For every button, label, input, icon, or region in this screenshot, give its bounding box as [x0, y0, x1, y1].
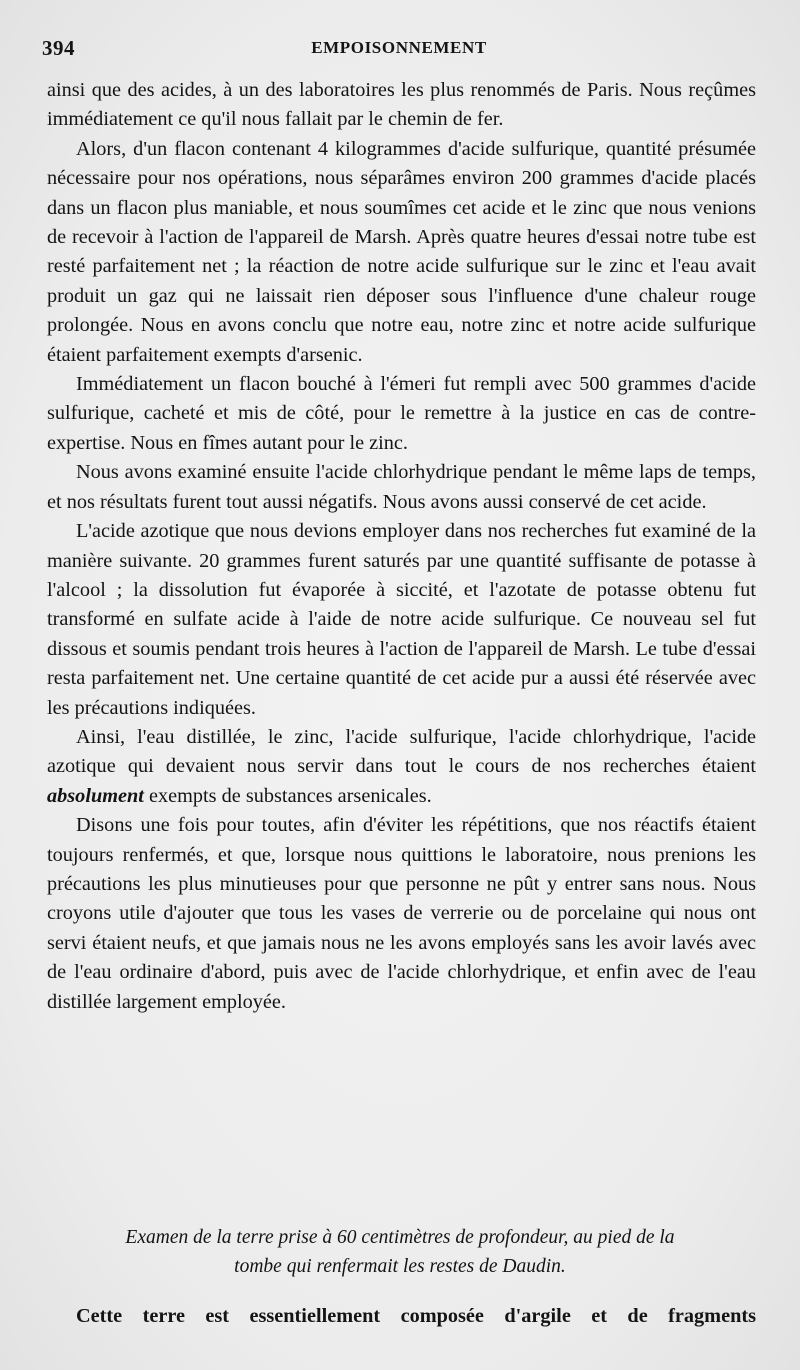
paragraph: ainsi que des acides, à un des laboratoires les plus renommés de Paris. Nous reçûmes immédiatement ce qu'il nous fallait par le chemin de fer.	[47, 79, 756, 131]
running-head: EMPOISONNEMENT	[311, 38, 487, 57]
emphasized-word: absolument	[47, 784, 144, 807]
section-title-line: tombe qui renfermait les restes de Daudin.	[234, 1256, 566, 1277]
paragraph: Disons une fois pour toutes, afin d'éviter les répétitions, que nos réactifs étaient toujours renfermés, et que, lorsque nous quittions le laboratoire, nous prenions les précautions les plus minutieuses pour que personne ne pût y entrer sans nous. Nous croyons utile d'ajouter que tous les vases de verrerie ou de porcelaine qui nous ont servi étaient neufs, et que jamais nous ne les avons employés sans les avoir lavés avec de l'eau ordinaire d'abord, puis avec de l'acide chlorhydrique, et enfin avec de l'eau distillée largement employée.	[47, 814, 756, 1013]
paragraph-text: Ainsi, l'eau distillée, le zinc, l'acide sulfurique, l'acide chlorhydrique, l'acide azotique qui devaient nous servir dans tout le cours de nos recherches étaient	[47, 725, 756, 778]
paragraph: Nous avons examiné ensuite l'acide chlorhydrique pendant le même laps de temps, et nos résultats furent tout aussi négatifs. Nous avons aussi conservé de cet acide.	[47, 461, 756, 513]
page-number: 394	[42, 36, 75, 60]
paragraph: Cette terre est essentiellement composée d'argile et de fragments	[76, 1305, 756, 1327]
section-title-line: Examen de la terre prise à 60 centimètres de profondeur, au pied de la	[125, 1227, 675, 1248]
paragraph: L'acide azotique que nous devions employer dans nos recherches fut examiné de la manière suivante. 20 grammes furent saturés par une quantité suffisante de potasse à l'alcool ; la dissolution fut évaporée à siccité, et l'azotate de potasse obtenu fut transformé en sulfate acide à l'aide de notre acide sulfurique. Ce nouveau sel fut dissous et soumis pendant trois heures à l'action de l'appareil de Marsh. Le tube d'essai resta parfaitement net. Une certaine quantité de cet acide pur a aussi été réservée avec les précautions indiquées.	[47, 520, 756, 719]
paragraph: Alors, d'un flacon contenant 4 kilogrammes d'acide sulfurique, quantité présumée nécessaire pour nos opérations, nous séparâmes environ 200 grammes d'acide placés dans un flacon plus maniable, et nous soumîmes cet acide et le zinc que nous venions de recevoir à l'action de l'appareil de Marsh. Après quatre heures d'essai notre tube est resté parfaitement net ; la réaction de notre acide sulfurique sur le zinc et l'eau avait produit un gaz qui ne laissait rien déposer sous l'influence d'une chaleur rouge prolongée. Nous en avons conclu que notre eau, notre zinc et notre acide sulfurique étaient parfaitement exempts d'arsenic.	[47, 137, 756, 366]
page-header	[42, 36, 756, 62]
paragraph	[47, 723, 756, 811]
paragraph: Immédiatement un flacon bouché à l'émeri fut rempli avec 500 grammes d'acide sulfurique, cacheté et mis de côté, pour le remettre à la justice en cas de contre-expertise. Nous en fîmes autant pour le zinc.	[47, 373, 756, 454]
section-title	[40, 1223, 760, 1281]
paragraph-text: exempts de substances arsenicales.	[143, 784, 432, 807]
body-text	[47, 76, 756, 1017]
